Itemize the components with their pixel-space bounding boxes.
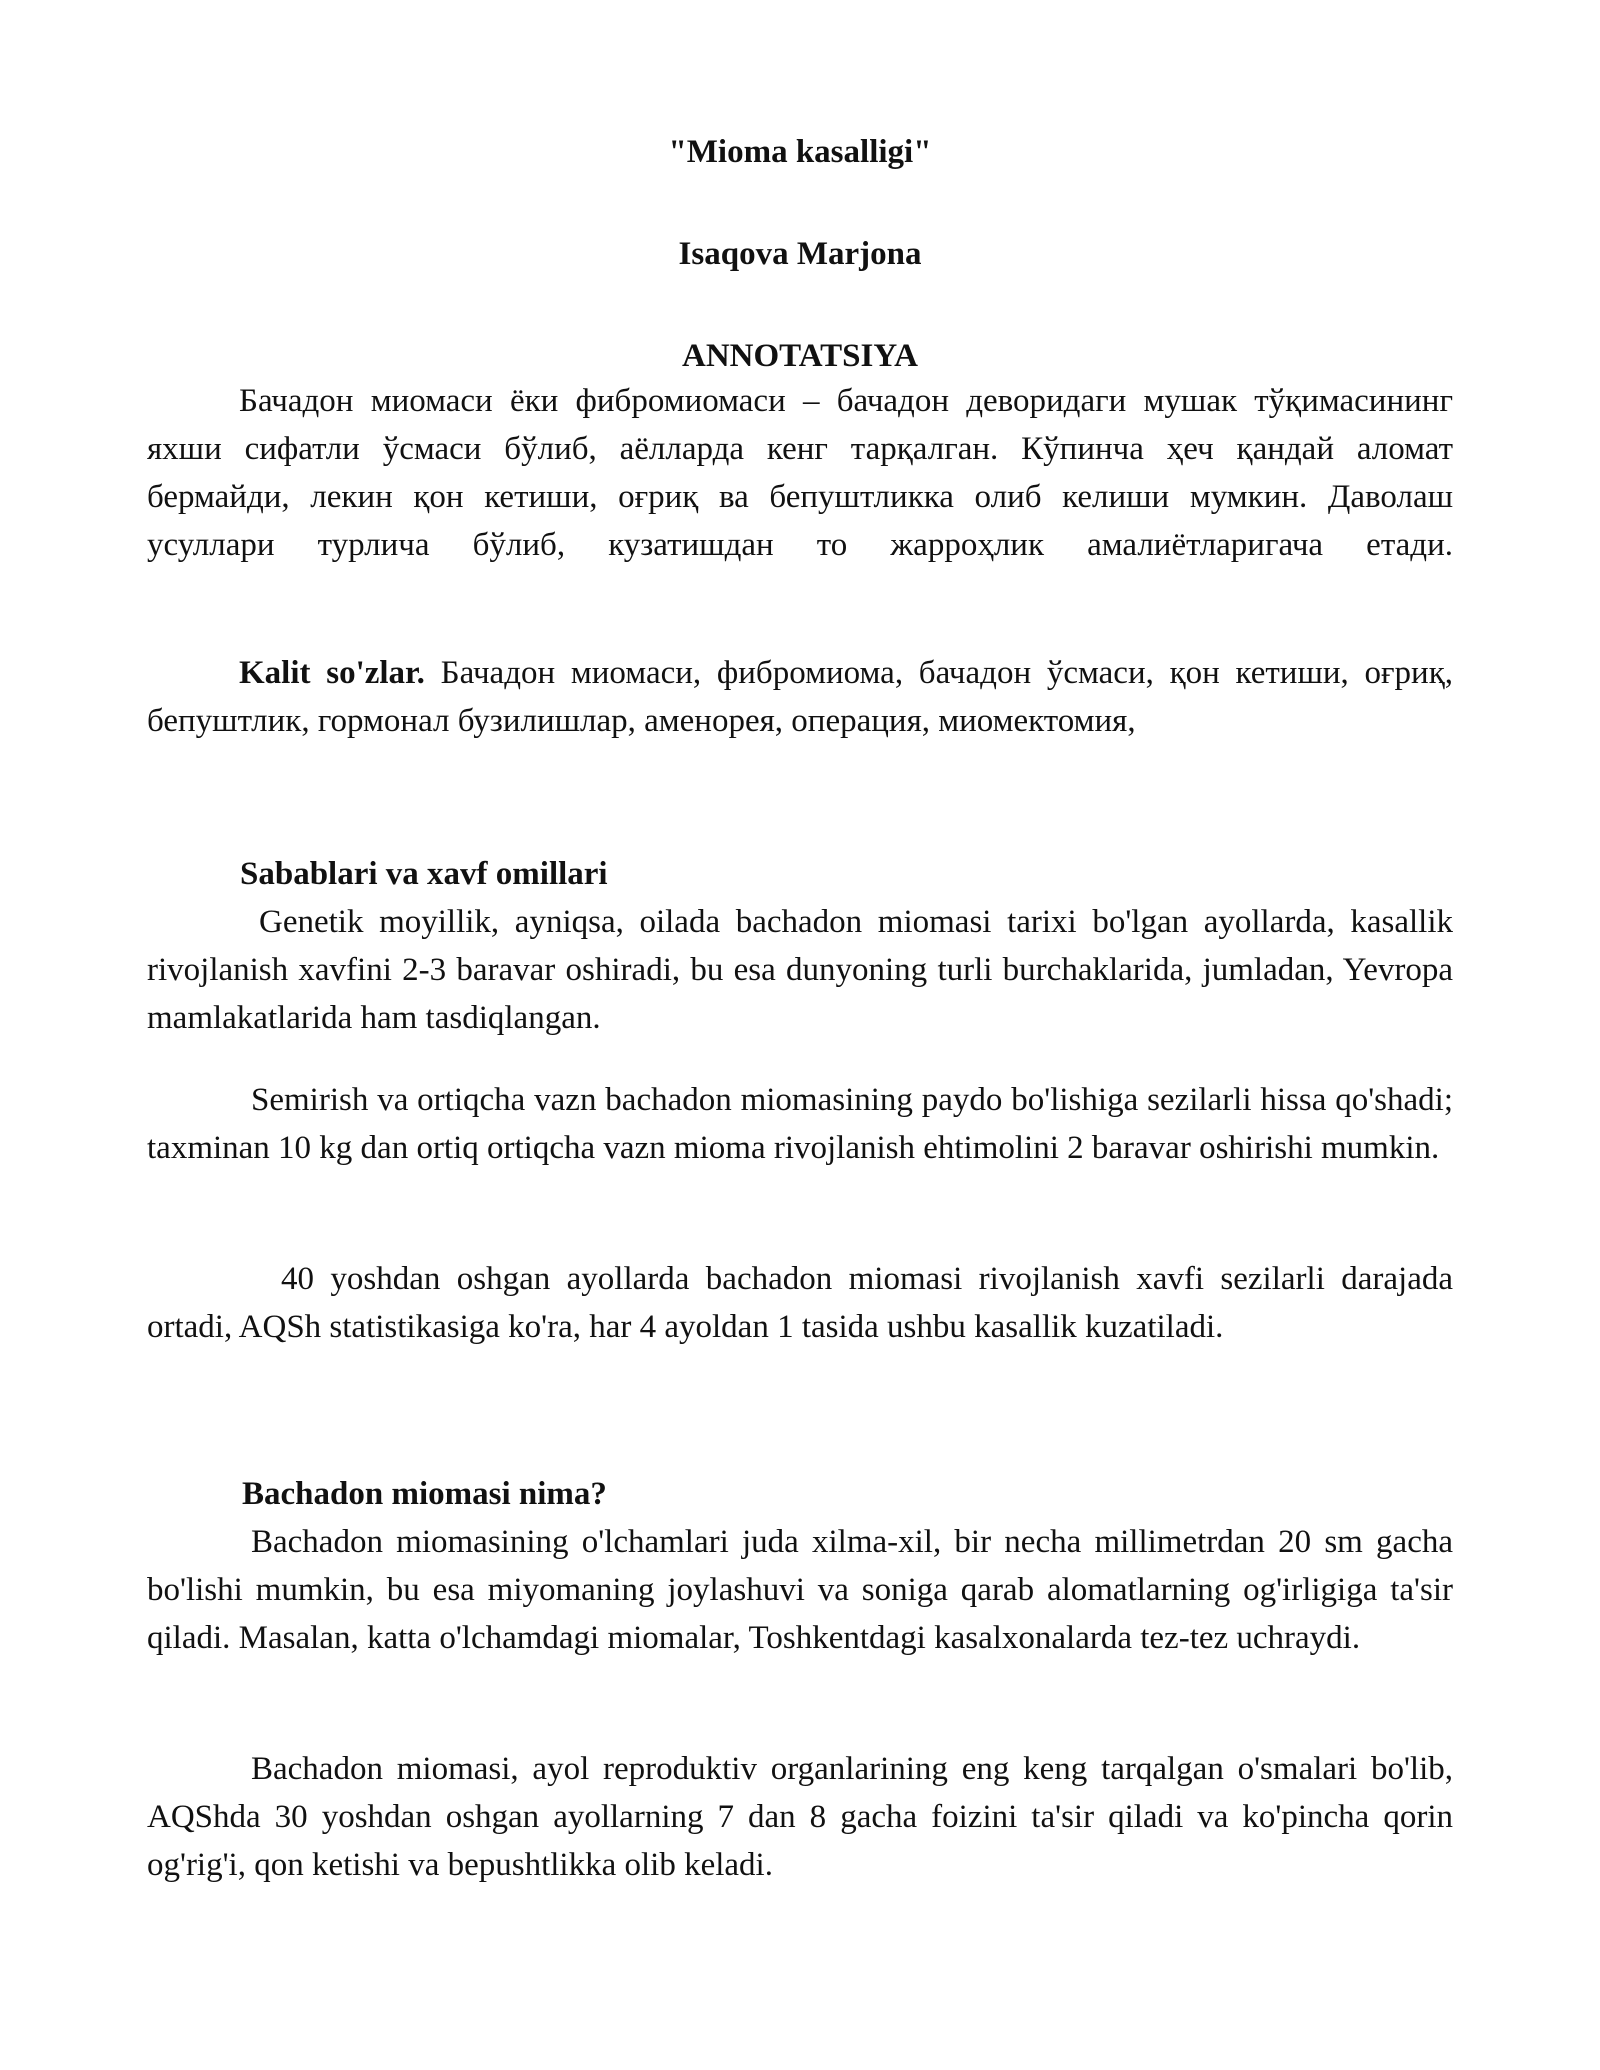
annotation-paragraph: Бачадон миомаси ёки фибромиомаси – бачадон деворидаги мушак тўқимасининг яхши сифатли ўсмаси бўлиб, аёлларда кенг тарқалган. Кўпинча ҳеч қандай аломат бермайди, лекин қон кетиши, оғриқ ва бепуштликка олиб келиши мумкин. Даволаш усуллари турлича бўлиб, кузатишдан то жарроҳлик амалиётларигача етади. — [147, 383, 1453, 563]
section-heading-what-is: Bachadon miomasi nima? — [242, 1476, 607, 1512]
document-title: "Mioma kasalligi" — [668, 134, 932, 170]
section-heading-causes: Sabablari va xavf omillari — [240, 856, 608, 892]
causes-paragraph-genetics: Genetik moyillik, ayniqsa, oilada bachadon miomasi tarixi bo'lgan ayollarda, kasallik rivojlanish xavfini 2-3 baravar oshiradi, bu esa dunyoning turli burchaklarida, jumladan, Yevropa mamlakatlarida ham tasdiqlangan. — [147, 904, 1453, 1036]
annotation-heading: ANNOTATSIYA — [682, 338, 918, 374]
keywords-paragraph — [147, 649, 1453, 745]
what-is-paragraph-prevalence: Bachadon miomasi, ayol reproduktiv organlarining eng keng tarqalgan o'smalari bo'lib, AQShda 30 yoshdan oshgan ayollarning 7 dan 8 gacha foizini ta'sir qiladi va ko'pincha qorin og'rig'i, qon ketishi va bepushtlikka olib keladi. — [147, 1751, 1453, 1883]
causes-paragraph-weight: Semirish va ortiqcha vazn bachadon miomasining paydo bo'lishiga sezilarli hissa qo'shadi; taxminan 10 kg dan ortiq ortiqcha vazn mioma rivojlanish ehtimolini 2 baravar oshirishi mumkin. — [147, 1082, 1453, 1166]
what-is-paragraph-size: Bachadon miomasining o'lchamlari juda xilma-xil, bir necha millimetrdan 20 sm gacha bo'lishi mumkin, bu esa miyomaning joylashuvi va soniga qarab alomatlarning og'irligiga ta'sir qiladi. Masalan, katta o'lchamdagi miomalar, Toshkentdagi kasalxonalarda tez-tez uchraydi. — [147, 1524, 1453, 1656]
author-name: Isaqova Marjona — [678, 236, 922, 272]
keywords-label: Kalit so'zlar. — [239, 655, 425, 691]
keywords-list: Бачадон миомаси, фибромиома, бачадон ўсмаси, қон кетиши, оғриқ, бепуштлик, гормонал бузилишлар, аменорея, операция, миомектомия, — [147, 655, 1453, 739]
causes-paragraph-age: 40 yoshdan oshgan ayollarda bachadon miomasi rivojlanish xavfi sezilarli darajada ortadi, AQSh statistikasiga ko'ra, har 4 ayoldan 1 tasida ushbu kasallik kuzatiladi. — [147, 1261, 1453, 1345]
